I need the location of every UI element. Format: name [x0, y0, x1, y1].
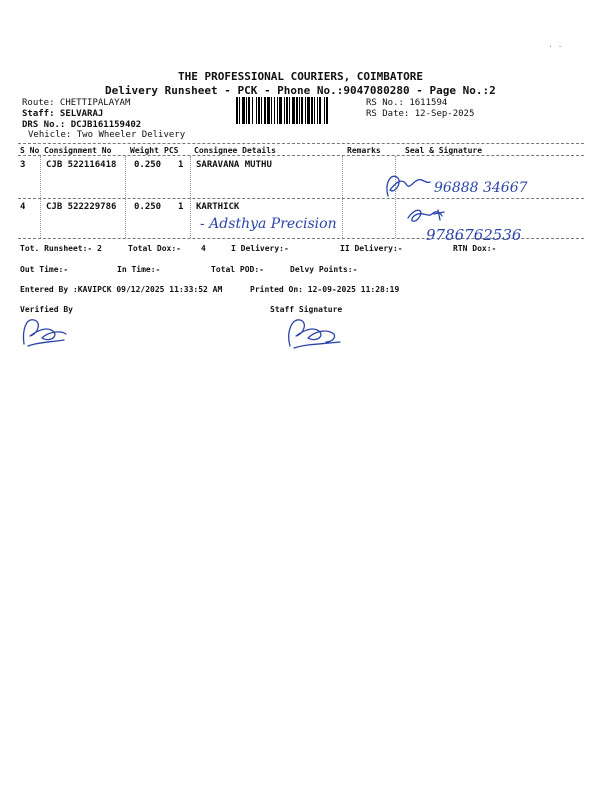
col-sep — [190, 156, 191, 238]
row-pcs: 1 — [178, 160, 184, 170]
total-pod: Total POD:- — [211, 265, 264, 274]
verified-by-label: Verified By — [20, 305, 73, 314]
scan-marks: · · — [548, 42, 563, 51]
col-sno: S No — [20, 146, 40, 155]
handwritten-company-note — [196, 206, 376, 236]
row-sno: 3 — [20, 160, 26, 170]
rs-date-text: RS Date: 12-Sep-2025 — [366, 109, 475, 119]
row-weight: 0.250 — [134, 160, 162, 170]
col-consignment: Consignment No — [44, 146, 112, 155]
col-weight: Weight — [130, 146, 159, 155]
col-sep — [125, 156, 126, 238]
staff-text: Staff: SELVARAJ — [22, 109, 104, 119]
svg-text:9786762536: 9786762536 — [426, 226, 522, 244]
col-remarks: Remarks — [347, 146, 381, 155]
table-top-rule — [18, 143, 584, 144]
row-consignment: CJB 522116418 — [46, 160, 117, 170]
col-sep — [40, 156, 41, 238]
table-header-rule — [18, 155, 584, 156]
delvy-points: Delvy Points:- — [290, 265, 358, 274]
ii-delivery: II Delivery:- — [340, 244, 403, 253]
staff-signature — [282, 312, 352, 352]
company-title: THE PROFESSIONAL COURIERS, COIMBATORE — [178, 70, 424, 83]
verifier-signature — [18, 312, 78, 352]
i-delivery: I Delivery:- — [231, 244, 289, 253]
total-dox-label: Total Dox:- — [128, 244, 181, 253]
handwritten-signature — [382, 168, 562, 204]
out-time: Out Time:- — [20, 265, 69, 274]
row-consignment: CJB 522229786 — [46, 202, 117, 212]
row-weight: 0.250 — [134, 202, 162, 212]
staff-signature-label: Staff Signature — [270, 305, 343, 314]
rtn-dox: RTN Dox:- — [453, 244, 497, 253]
col-consignee: Consignee Details — [194, 146, 276, 155]
drs-text: DRS No.: DCJB161159402 — [22, 120, 142, 130]
total-dox-value: 4 — [201, 244, 206, 253]
in-time: In Time:- — [117, 265, 161, 274]
row-sno: 4 — [20, 202, 26, 212]
entered-by: Entered By :KAVIPCK 09/12/2025 11:33:52 AM — [20, 285, 223, 294]
rs-no-text: RS No.: 1611594 — [366, 98, 448, 108]
barcode — [236, 97, 362, 124]
runsheet-subtitle: Delivery Runsheet - PCK - Phone No.:9047080280 - Page No.:2 — [105, 84, 496, 97]
col-pcs: PCS — [164, 146, 179, 155]
svg-text:96888 34667: 96888 34667 — [434, 180, 528, 196]
printed-on: Printed On: 12-09-2025 11:28:19 — [250, 285, 400, 294]
vehicle-text: Vehicle: Two Wheeler Delivery — [28, 130, 186, 140]
route-text: Route: CHETTIPALAYAM — [22, 98, 131, 108]
col-signature: Seal & Signature — [405, 146, 483, 155]
row-consignee: SARAVANA MUTHU — [196, 160, 272, 170]
row-consignee: KARTHICK — [196, 202, 240, 212]
handwritten-signature-phone — [404, 204, 584, 244]
tot-runsheet: Tot. Runsheet:- 2 — [20, 244, 102, 253]
svg-text:- Adsthya Precision: - Adsthya Precision — [200, 216, 337, 232]
row-pcs: 1 — [178, 202, 184, 212]
